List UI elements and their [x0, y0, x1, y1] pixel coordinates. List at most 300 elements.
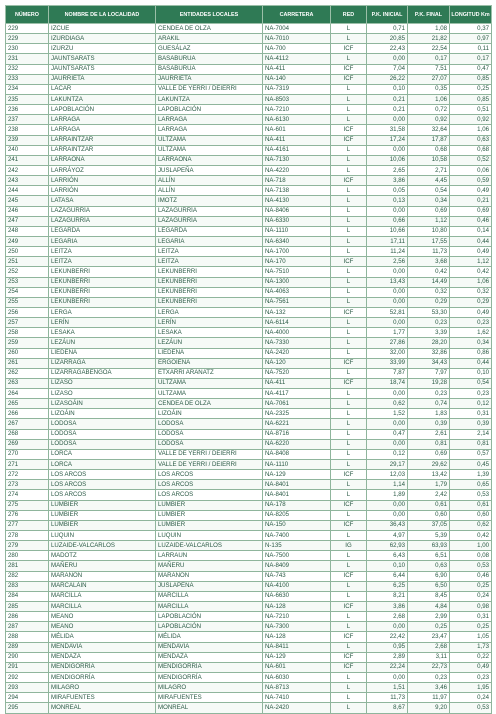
- cell-longitud: 0,31: [450, 409, 492, 419]
- cell-carretera: NA-601: [263, 662, 331, 672]
- cell-pk-inicial: 0,00: [367, 389, 408, 399]
- cell-localidad: LATASA: [49, 196, 156, 206]
- table-row: [6, 693, 492, 703]
- cell-pk-inicial: 1,51: [367, 683, 408, 693]
- table-row: [6, 632, 492, 642]
- cell-numero: 231: [6, 54, 49, 64]
- cell-red: ICF: [331, 571, 367, 581]
- table-row: [6, 551, 492, 561]
- cell-carretera: NA-8205: [263, 510, 331, 520]
- cell-entidades: ERGOIENA: [156, 358, 263, 368]
- cell-red: ICF: [331, 662, 367, 672]
- cell-pk-final: 32,86: [408, 348, 450, 358]
- cell-pk-inicial: 0,00: [367, 115, 408, 125]
- table-row: [6, 378, 492, 388]
- cell-entidades: LUZAIDE-VALCARLOS: [156, 541, 263, 551]
- cell-red: L: [331, 460, 367, 470]
- cell-pk-inicial: 32,00: [367, 348, 408, 358]
- cell-pk-final: 2,71: [408, 165, 450, 175]
- cell-pk-final: 0,23: [408, 389, 450, 399]
- cell-longitud: 0,46: [450, 216, 492, 226]
- cell-numero: 278: [6, 531, 49, 541]
- cell-pk-inicial: 18,74: [367, 378, 408, 388]
- cell-entidades: LEKUNBERRI: [156, 287, 263, 297]
- cell-pk-final: 37,05: [408, 520, 450, 530]
- header-numero: NÚMERO: [6, 6, 49, 24]
- cell-carretera: NA-6030: [263, 673, 331, 683]
- cell-pk-final: 29,62: [408, 460, 450, 470]
- cell-pk-inicial: 10,06: [367, 155, 408, 165]
- cell-pk-inicial: 17,11: [367, 236, 408, 246]
- cell-localidad: IZURZU: [49, 44, 156, 54]
- cell-longitud: 1,39: [450, 470, 492, 480]
- cell-pk-inicial: 0,00: [367, 419, 408, 429]
- cell-entidades: LAZAGURRÍA: [156, 206, 263, 216]
- cell-numero: 229: [6, 34, 49, 44]
- cell-pk-final: 0,74: [408, 399, 450, 409]
- cell-localidad: LODOSA: [49, 429, 156, 439]
- cell-longitud: 0,42: [450, 267, 492, 277]
- cell-longitud: 0,59: [450, 176, 492, 186]
- cell-carretera: NA-170: [263, 257, 331, 267]
- cell-localidad: MÉLIDA: [49, 632, 156, 642]
- table-row: [6, 510, 492, 520]
- cell-pk-inicial: 27,86: [367, 338, 408, 348]
- cell-entidades: ARAKIL: [156, 34, 263, 44]
- cell-longitud: 0,46: [450, 571, 492, 581]
- cell-carretera: NA-4130: [263, 196, 331, 206]
- cell-numero: 263: [6, 378, 49, 388]
- cell-longitud: 0,34: [450, 338, 492, 348]
- cell-localidad: LERGA: [49, 307, 156, 317]
- cell-localidad: MARCILLA: [49, 591, 156, 601]
- cell-entidades: LAPOBLACIÓN: [156, 105, 263, 115]
- cell-numero: 262: [6, 368, 49, 378]
- table-row: [6, 267, 492, 277]
- cell-longitud: 0,51: [450, 105, 492, 115]
- cell-carretera: NA-6330: [263, 216, 331, 226]
- cell-entidades: GUESÁLAZ: [156, 44, 263, 54]
- cell-localidad: LOS ARCOS: [49, 490, 156, 500]
- cell-numero: 254: [6, 287, 49, 297]
- cell-longitud: 0,65: [450, 480, 492, 490]
- cell-numero: 241: [6, 155, 49, 165]
- cell-entidades: LIZOÁIN: [156, 409, 263, 419]
- cell-entidades: LAZAGURRÍA: [156, 216, 263, 226]
- cell-entidades: LUQUIN: [156, 531, 263, 541]
- cell-numero: 266: [6, 409, 49, 419]
- cell-localidad: LODOSA: [49, 419, 156, 429]
- cell-numero: 237: [6, 115, 49, 125]
- table-row: [6, 328, 492, 338]
- cell-localidad: LEITZA: [49, 247, 156, 257]
- cell-localidad: LORCA: [49, 449, 156, 459]
- cell-numero: 275: [6, 500, 49, 510]
- cell-red: L: [331, 591, 367, 601]
- table-row: [6, 206, 492, 216]
- cell-localidad: LEKUNBERRI: [49, 277, 156, 287]
- cell-entidades: LODOSA: [156, 439, 263, 449]
- cell-carretera: NA-178: [263, 500, 331, 510]
- cell-entidades: LARRAGA: [156, 125, 263, 135]
- cell-pk-inicial: 36,43: [367, 520, 408, 530]
- cell-entidades: JAURRIETA: [156, 74, 263, 84]
- cell-red: L: [331, 703, 367, 713]
- cell-numero: 232: [6, 64, 49, 74]
- cell-pk-final: 23,47: [408, 632, 450, 642]
- cell-pk-inicial: 0,12: [367, 449, 408, 459]
- cell-red: L: [331, 165, 367, 175]
- cell-pk-inicial: 20,85: [367, 34, 408, 44]
- cell-localidad: LOS ARCOS: [49, 480, 156, 490]
- cell-numero: 284: [6, 591, 49, 601]
- cell-pk-final: 0,69: [408, 449, 450, 459]
- cell-longitud: 0,53: [450, 490, 492, 500]
- cell-carretera: NA-8401: [263, 490, 331, 500]
- cell-longitud: 0,49: [450, 186, 492, 196]
- cell-numero: 285: [6, 602, 49, 612]
- cell-pk-inicial: 0,00: [367, 287, 408, 297]
- table-row: [6, 500, 492, 510]
- cell-longitud: 0,10: [450, 368, 492, 378]
- cell-localidad: LIÉDENA: [49, 348, 156, 358]
- table-row: [6, 145, 492, 155]
- cell-pk-final: 3,68: [408, 257, 450, 267]
- cell-entidades: LEZÁUN: [156, 338, 263, 348]
- cell-carretera: NA-8408: [263, 449, 331, 459]
- cell-red: L: [331, 673, 367, 683]
- cell-localidad: LODOSA: [49, 439, 156, 449]
- cell-red: ICF: [331, 125, 367, 135]
- cell-carretera: NA-601: [263, 125, 331, 135]
- cell-localidad: LEZÁUN: [49, 338, 156, 348]
- cell-red: ICF: [331, 500, 367, 510]
- cell-pk-final: 0,23: [408, 673, 450, 683]
- table-row: [6, 277, 492, 287]
- table-row: [6, 247, 492, 257]
- cell-pk-inicial: 6,43: [367, 551, 408, 561]
- cell-pk-inicial: 62,93: [367, 541, 408, 551]
- cell-pk-final: 4,84: [408, 602, 450, 612]
- cell-numero: 239: [6, 135, 49, 145]
- cell-localidad: JAURRIETA: [49, 74, 156, 84]
- cell-numero: 286: [6, 612, 49, 622]
- cell-longitud: 0,92: [450, 115, 492, 125]
- cell-pk-inicial: 8,67: [367, 703, 408, 713]
- table-row: [6, 348, 492, 358]
- cell-longitud: 0,45: [450, 460, 492, 470]
- cell-red: L: [331, 277, 367, 287]
- cell-red: L: [331, 24, 367, 34]
- cell-localidad: IZURDIAGA: [49, 34, 156, 44]
- table-header: [6, 6, 492, 24]
- cell-pk-final: 0,61: [408, 500, 450, 510]
- cell-red: L: [331, 490, 367, 500]
- header-entidades: ENTIDADES LOCALES: [156, 6, 263, 24]
- cell-red: L: [331, 419, 367, 429]
- table-row: [6, 226, 492, 236]
- cell-pk-final: 2,99: [408, 612, 450, 622]
- cell-entidades: CENDEA DE OLZA: [156, 24, 263, 34]
- cell-entidades: LARRAONA: [156, 155, 263, 165]
- cell-pk-inicial: 0,10: [367, 561, 408, 571]
- cell-numero: 235: [6, 94, 49, 104]
- cell-red: ICF: [331, 378, 367, 388]
- table-row: [6, 409, 492, 419]
- cell-pk-inicial: 17,24: [367, 135, 408, 145]
- cell-pk-final: 27,07: [408, 74, 450, 84]
- cell-numero: 290: [6, 652, 49, 662]
- cell-longitud: 0,24: [450, 693, 492, 703]
- cell-pk-inicial: 0,00: [367, 622, 408, 632]
- cell-red: L: [331, 94, 367, 104]
- cell-numero: 271: [6, 460, 49, 470]
- cell-pk-final: 3,46: [408, 683, 450, 693]
- cell-pk-inicial: 22,24: [367, 662, 408, 672]
- cell-numero: 242: [6, 165, 49, 175]
- cell-pk-inicial: 0,00: [367, 297, 408, 307]
- cell-red: L: [331, 226, 367, 236]
- cell-localidad: LIZARRAGABENGOA: [49, 368, 156, 378]
- table-row: [6, 287, 492, 297]
- cell-numero: 248: [6, 226, 49, 236]
- cell-longitud: 2,14: [450, 429, 492, 439]
- cell-pk-inicial: 0,71: [367, 24, 408, 34]
- cell-pk-final: 28,20: [408, 338, 450, 348]
- cell-red: ICF: [331, 470, 367, 480]
- cell-entidades: VALLE DE YERRI / DEIERRI: [156, 449, 263, 459]
- cell-pk-inicial: 0,00: [367, 145, 408, 155]
- cell-entidades: LARRAGA: [156, 115, 263, 125]
- cell-pk-final: 0,25: [408, 622, 450, 632]
- cell-carretera: NA-1110: [263, 460, 331, 470]
- cell-numero: 295: [6, 703, 49, 713]
- cell-localidad: MENDAVIA: [49, 642, 156, 652]
- cell-red: ICF: [331, 257, 367, 267]
- cell-entidades: ETXARRI ARANATZ: [156, 368, 263, 378]
- cell-entidades: MENDIGORRÍA: [156, 673, 263, 683]
- cell-red: L: [331, 409, 367, 419]
- cell-pk-final: 0,17: [408, 54, 450, 64]
- cell-longitud: 0,25: [450, 622, 492, 632]
- table-row: [6, 54, 492, 64]
- table-row: [6, 673, 492, 683]
- cell-carretera: NA-1700: [263, 247, 331, 257]
- cell-red: L: [331, 348, 367, 358]
- cell-numero: 240: [6, 145, 49, 155]
- cell-entidades: JUSLAPEÑA: [156, 581, 263, 591]
- table-row: [6, 297, 492, 307]
- cell-longitud: 0,68: [450, 145, 492, 155]
- cell-pk-final: 1,08: [408, 24, 450, 34]
- cell-red: L: [331, 145, 367, 155]
- cell-longitud: 0,81: [450, 439, 492, 449]
- cell-red: ICF: [331, 176, 367, 186]
- cell-entidades: LUMBIER: [156, 520, 263, 530]
- cell-pk-inicial: 1,89: [367, 490, 408, 500]
- cell-numero: 245: [6, 196, 49, 206]
- table-row: [6, 470, 492, 480]
- cell-red: L: [331, 34, 367, 44]
- table-body: [6, 24, 492, 714]
- cell-entidades: ALLÍN: [156, 186, 263, 196]
- cell-pk-final: 21,82: [408, 34, 450, 44]
- cell-localidad: LIZASOÁIN: [49, 399, 156, 409]
- cell-carretera: NA-129: [263, 470, 331, 480]
- cell-longitud: 0,44: [450, 236, 492, 246]
- table-row: [6, 34, 492, 44]
- cell-red: L: [331, 84, 367, 94]
- cell-carretera: NA-6130: [263, 115, 331, 125]
- cell-pk-final: 0,34: [408, 196, 450, 206]
- table-row: [6, 236, 492, 246]
- cell-pk-final: 32,64: [408, 125, 450, 135]
- cell-localidad: LARRIÓN: [49, 176, 156, 186]
- cell-numero: 249: [6, 236, 49, 246]
- cell-entidades: LODOSA: [156, 419, 263, 429]
- cell-longitud: 0,23: [450, 389, 492, 399]
- cell-carretera: NA-8503: [263, 94, 331, 104]
- cell-carretera: NA-7138: [263, 186, 331, 196]
- cell-pk-inicial: 3,86: [367, 176, 408, 186]
- header-localidad: NOMBRE DE LA LOCALIDAD: [49, 6, 156, 24]
- cell-red: L: [331, 439, 367, 449]
- cell-pk-inicial: 0,00: [367, 54, 408, 64]
- localidades-table: [5, 5, 492, 714]
- cell-longitud: 1,12: [450, 257, 492, 267]
- cell-carretera: NA-128: [263, 602, 331, 612]
- cell-longitud: 1,05: [450, 632, 492, 642]
- cell-carretera: NA-4112: [263, 54, 331, 64]
- table-row: [6, 338, 492, 348]
- cell-localidad: JAUNTSARATS: [49, 54, 156, 64]
- cell-localidad: MADOTZ: [49, 551, 156, 561]
- cell-longitud: 1,62: [450, 328, 492, 338]
- cell-carretera: NA-6220: [263, 439, 331, 449]
- table-row: [6, 389, 492, 399]
- cell-pk-final: 17,55: [408, 236, 450, 246]
- cell-longitud: 0,97: [450, 34, 492, 44]
- cell-longitud: 0,49: [450, 247, 492, 257]
- cell-red: L: [331, 236, 367, 246]
- cell-entidades: MAÑERU: [156, 561, 263, 571]
- cell-carretera: NA-6221: [263, 419, 331, 429]
- cell-pk-final: 0,60: [408, 510, 450, 520]
- cell-pk-final: 19,28: [408, 378, 450, 388]
- cell-numero: 258: [6, 328, 49, 338]
- cell-carretera: NA-7210: [263, 612, 331, 622]
- cell-entidades: LERGA: [156, 307, 263, 317]
- cell-entidades: MARCILLA: [156, 591, 263, 601]
- cell-pk-inicial: 7,87: [367, 368, 408, 378]
- cell-numero: 257: [6, 318, 49, 328]
- table-row: [6, 105, 492, 115]
- cell-localidad: MARCILLA: [49, 602, 156, 612]
- cell-localidad: LEKUNBERRI: [49, 267, 156, 277]
- cell-longitud: 0,23: [450, 318, 492, 328]
- table-row: [6, 652, 492, 662]
- table-row: [6, 84, 492, 94]
- cell-numero: 281: [6, 561, 49, 571]
- cell-red: L: [331, 693, 367, 703]
- cell-numero: 289: [6, 642, 49, 652]
- cell-red: ICF: [331, 652, 367, 662]
- cell-pk-inicial: 0,21: [367, 94, 408, 104]
- cell-localidad: LAZAGURRÍA: [49, 206, 156, 216]
- cell-longitud: 0,32: [450, 287, 492, 297]
- cell-carretera: NA-6630: [263, 591, 331, 601]
- cell-red: L: [331, 297, 367, 307]
- cell-numero: 291: [6, 662, 49, 672]
- cell-red: L: [331, 683, 367, 693]
- cell-red: L: [331, 155, 367, 165]
- cell-pk-final: 1,12: [408, 216, 450, 226]
- table-row: [6, 480, 492, 490]
- cell-red: L: [331, 612, 367, 622]
- header-carretera: CARRETERA: [263, 6, 331, 24]
- cell-longitud: 0,47: [450, 64, 492, 74]
- cell-pk-final: 1,06: [408, 94, 450, 104]
- cell-numero: 255: [6, 297, 49, 307]
- cell-carretera: NA-7510: [263, 267, 331, 277]
- cell-entidades: LAPOBLACIÓN: [156, 612, 263, 622]
- cell-entidades: MARCILLA: [156, 602, 263, 612]
- cell-pk-final: 0,72: [408, 105, 450, 115]
- cell-carretera: NA-128: [263, 632, 331, 642]
- cell-red: ICF: [331, 135, 367, 145]
- table-row: [6, 662, 492, 672]
- cell-pk-final: 6,51: [408, 551, 450, 561]
- cell-red: L: [331, 642, 367, 652]
- cell-numero: 256: [6, 307, 49, 317]
- table-row: [6, 155, 492, 165]
- cell-entidades: ULTZAMA: [156, 135, 263, 145]
- cell-carretera: NA-2325: [263, 409, 331, 419]
- cell-pk-final: 0,69: [408, 206, 450, 216]
- cell-entidades: ULTZAMA: [156, 378, 263, 388]
- cell-numero: 280: [6, 551, 49, 561]
- cell-localidad: MILAGRO: [49, 683, 156, 693]
- cell-entidades: VALLE DE YERRI / DEIERRI: [156, 84, 263, 94]
- cell-pk-inicial: 0,47: [367, 429, 408, 439]
- cell-red: L: [331, 247, 367, 257]
- table-row: [6, 74, 492, 84]
- cell-longitud: 0,85: [450, 74, 492, 84]
- cell-pk-inicial: 6,44: [367, 571, 408, 581]
- cell-red: L: [331, 267, 367, 277]
- cell-pk-inicial: 12,03: [367, 470, 408, 480]
- cell-longitud: 0,53: [450, 561, 492, 571]
- cell-numero: 230: [6, 44, 49, 54]
- cell-red: L: [331, 338, 367, 348]
- cell-entidades: LOS ARCOS: [156, 490, 263, 500]
- cell-pk-final: 10,80: [408, 226, 450, 236]
- cell-longitud: 0,25: [450, 581, 492, 591]
- cell-localidad: LAKUNTZA: [49, 94, 156, 104]
- cell-carretera: NA-7520: [263, 368, 331, 378]
- cell-carretera: NA-4000: [263, 328, 331, 338]
- cell-pk-inicial: 0,62: [367, 399, 408, 409]
- cell-pk-inicial: 1,77: [367, 328, 408, 338]
- cell-carretera: NA-4220: [263, 165, 331, 175]
- cell-numero: 283: [6, 581, 49, 591]
- cell-entidades: BASABURUA: [156, 64, 263, 74]
- cell-localidad: MIRAFUENTES: [49, 693, 156, 703]
- cell-pk-final: 53,30: [408, 307, 450, 317]
- cell-pk-final: 1,83: [408, 409, 450, 419]
- cell-red: L: [331, 561, 367, 571]
- cell-localidad: LUQUIN: [49, 531, 156, 541]
